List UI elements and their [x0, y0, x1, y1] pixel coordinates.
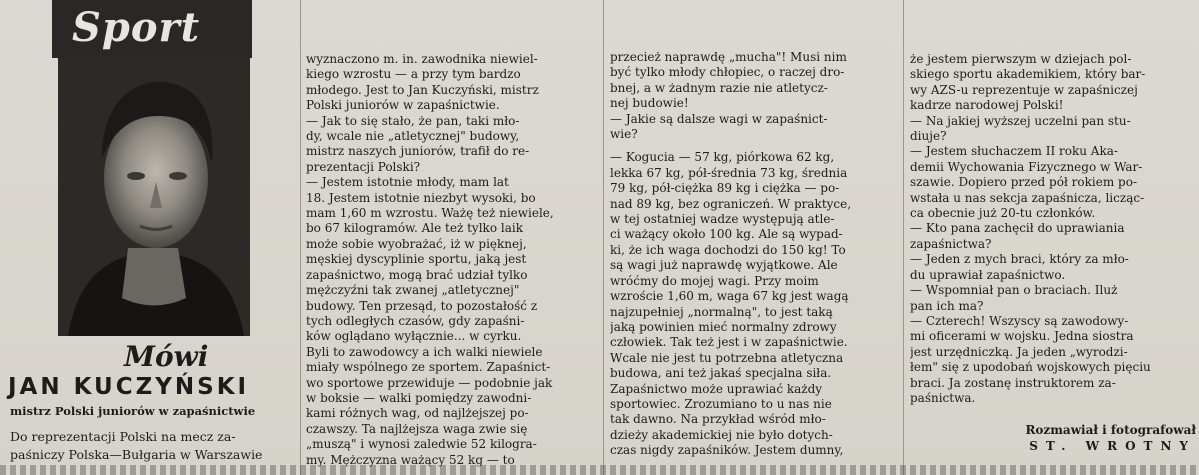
text-line: może sobie wyobrażać, iż w pięknej,	[306, 236, 527, 251]
text-line: — Jakie są dalsze wagi w zapaśnict-	[610, 111, 828, 126]
text-line: 79 kg, pół-ciężka 89 kg i ciężka — po-	[610, 181, 840, 196]
text-line: tych odległych czasów, gdy zapaśni-	[306, 313, 525, 328]
article-column-3	[910, 52, 1198, 406]
text-line: tak dawno. Na przykład wśród mło-	[610, 412, 826, 427]
text-line: demii Wychowania Fizycznego w War-	[910, 159, 1143, 174]
column-divider	[903, 0, 904, 475]
text-line: Zapaśnictwo może uprawiać każdy	[610, 381, 823, 396]
text-line: w boksie — walki pomiędzy zawodni-	[306, 390, 532, 405]
text-line: — Jestem istotnie młody, mam lat	[306, 175, 509, 190]
text-line: bnej, a w żadnym razie nie atletycz-	[610, 80, 828, 95]
interviewee-title: mistrz Polski juniorów w zapaśnictwie	[10, 404, 256, 418]
text-line: najzupełniej „normalną", to jest taką	[610, 304, 833, 319]
text-line: „muszą" i wynosi zaledwie 52 kilogra-	[306, 437, 537, 452]
text-line: — Jak to się stało, że pan, taki mło-	[306, 113, 520, 128]
text-line: wie?	[610, 127, 638, 142]
text-line: skiego sportu akademikiem, który bar-	[910, 67, 1146, 82]
text-line: diuje?	[910, 129, 947, 144]
text-line: czawszy. Ta najlżejsza waga zwie się	[306, 421, 528, 436]
intro-line: paśniczy Polska—Bułgaria w Warszawie	[10, 447, 263, 462]
bottom-border	[0, 465, 1199, 475]
text-line: człowiek. Tak też jest i w zapaśnictwie.	[610, 335, 848, 350]
text-line: wy AZS-u reprezentuje w zapaśniczej	[910, 82, 1138, 97]
intro-line: Do reprezentacji Polski na mecz za-	[10, 429, 236, 444]
text-line: braci. Ja zostanę instruktorem za-	[910, 375, 1116, 390]
text-line: — Jeden z mych braci, który za mło-	[910, 252, 1129, 267]
text-line: — Na jakiej wyższej uczelni pan stu-	[910, 113, 1131, 128]
text-line: nej budowie!	[610, 96, 689, 111]
sport-masthead	[52, 0, 252, 58]
text-line: ki, że ich waga dochodzi do 150 kg! To	[610, 242, 846, 257]
text-line: mi oficerami w wojsku. Jedna siostra	[910, 329, 1134, 344]
text-line: szawie. Dopiero przed pół rokiem po-	[910, 175, 1137, 190]
text-line: młodego. Jest to Jan Kuczyński, mistrz	[306, 82, 539, 97]
text-line: du uprawiał zapaśnictwo.	[910, 267, 1066, 282]
text-line: dy, wcale nie „atletycznej" budowy,	[306, 129, 520, 144]
text-line: Wcale nie jest tu potrzebna atletyczna	[610, 350, 844, 365]
text-line: mistrz naszych juniorów, trafił do re-	[306, 144, 530, 159]
text-line	[610, 142, 895, 150]
text-line: lekka 67 kg, pół-średnia 73 kg, średnia	[610, 165, 848, 180]
author-credit	[1000, 422, 1196, 454]
text-line: wyznaczono m. in. zawodnika niewiel-	[306, 52, 538, 66]
text-line: Polski juniorów w zapaśnictwie.	[306, 98, 500, 113]
text-line: łem" się z upodobań wojskowych pięciu	[910, 360, 1151, 375]
text-line: nad 89 kg, bez ograniczeń. W praktyce,	[610, 196, 852, 211]
text-line: miały wspólnego ze sportem. Zapaśnict-	[306, 360, 551, 375]
credit-line: Rozmawiał i fotografował	[1025, 423, 1196, 437]
text-line: sportowiec. Zrozumiano to u nas nie	[610, 396, 832, 411]
text-line: jest urzędniczką. Ja jeden „wyrodzi-	[910, 344, 1128, 359]
text-line: budowy. Ten przesąd, to pozostałość z	[306, 298, 538, 313]
text-line: bo 67 kilogramów. Ale też tylko laik	[306, 221, 523, 236]
column-divider	[300, 0, 301, 475]
text-line: męskiej dyscyplinie sportu, jaką jest	[306, 252, 527, 267]
text-line: mężczyźni tak zwanej „atletycznej"	[306, 283, 520, 298]
text-line: ca obecnie już 20-tu członków.	[910, 206, 1096, 221]
text-line: — Jestem słuchaczem II roku Aka-	[910, 144, 1118, 159]
text-line: ci ważący około 100 kg. Ale są wypad-	[610, 227, 843, 242]
text-line: paśnictwa.	[910, 390, 976, 405]
text-line: kadrze narodowej Polski!	[910, 98, 1064, 113]
text-line: jaką powinien mieć normalny zdrowy	[610, 319, 837, 334]
text-line: — Kogucia — 57 kg, piórkowa 62 kg,	[610, 150, 835, 165]
interviewee-name: JAN KUCZYŃSKI	[8, 374, 250, 400]
text-line: wzroście 1,60 m, waga 67 kg jest wagą	[610, 289, 849, 304]
signature-mowi: Mówi	[124, 340, 209, 373]
text-line: że jestem pierwszym w dziejach pol-	[910, 52, 1132, 66]
text-line: ków oglądano wyłącznie... w cyrku.	[306, 329, 522, 344]
column-divider	[603, 0, 604, 475]
portrait-illustration	[58, 58, 250, 336]
text-line: my. Mężczyzna ważący 52 kg — to	[306, 452, 515, 467]
masthead-title: Sport	[72, 4, 201, 51]
text-line: prezentacji Polski?	[306, 159, 421, 174]
intro-paragraph	[10, 428, 298, 464]
text-line: — Kto pana zachęcił do uprawiania	[910, 221, 1125, 236]
text-line: w tej ostatniej wadze występują atle-	[610, 212, 835, 227]
text-line: Byli to zawodowcy a ich walki niewiele	[306, 344, 543, 359]
text-line: zapaśnictwa?	[910, 236, 992, 251]
text-line: kami różnych wag, od najlżejszej po-	[306, 406, 529, 421]
text-line: dzieży akademickiej nie było dotych-	[610, 427, 833, 442]
text-line: przecież naprawdę „mucha"! Musi nim	[610, 50, 847, 64]
text-line: — Czterech! Wszyscy są zawodowy-	[910, 313, 1129, 328]
text-line: wo sportowe przewiduje — podobnie jak	[306, 375, 553, 390]
article-column-1	[306, 52, 596, 468]
text-line: wstała u nas sekcja zapaśnicza, licząc-	[910, 190, 1145, 205]
text-line: mam 1,60 m wzrostu. Ważę też niewiele,	[306, 206, 554, 221]
left-column	[4, 0, 298, 475]
text-line: być tylko młody chłopiec, o raczej dro-	[610, 65, 845, 80]
text-line: budowa, ani też jakaś specjalna siła.	[610, 366, 832, 381]
text-line: 18. Jestem istotnie niezbyt wysoki, bo	[306, 190, 536, 205]
portrait-photo	[58, 58, 250, 336]
author-name: ST. WROTNY	[1029, 439, 1196, 453]
text-line: wróćmy do mojej wagi. Przy moim	[610, 273, 819, 288]
text-line: zapaśnictwo, mogą brać udział tylko	[306, 267, 528, 282]
text-line: — Wspomniał pan o braciach. Iluż	[910, 283, 1118, 298]
text-line: czas nigdy zapaśników. Jestem dumny,	[610, 443, 844, 458]
text-line: pan ich ma?	[910, 298, 984, 313]
article-column-2	[610, 50, 895, 459]
text-line: są wagi już naprawdę wyjątkowe. Ale	[610, 258, 838, 273]
text-line: kiego wzrostu — a przy tym bardzo	[306, 67, 521, 82]
